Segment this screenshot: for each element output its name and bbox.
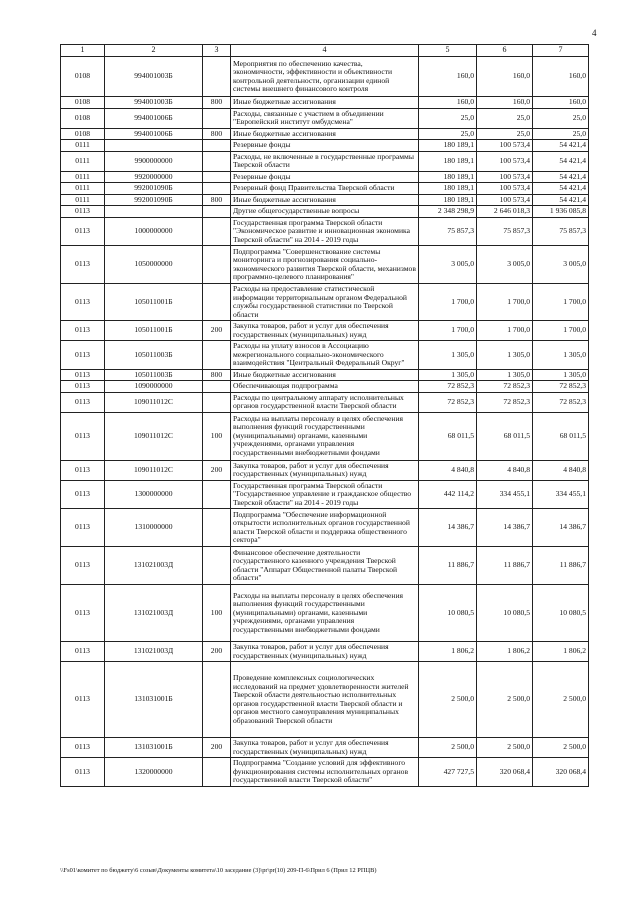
- section-code-cell: 0108: [61, 57, 105, 97]
- amount-year3-cell: 3 005,0: [533, 246, 589, 284]
- col-header-6: 6: [477, 45, 533, 57]
- amount-year3-cell: 25,0: [533, 108, 589, 128]
- section-code-cell: 0113: [61, 480, 105, 509]
- amount-year1-cell: 180 189,1: [419, 183, 477, 195]
- target-code-cell: 131031001Б: [105, 662, 203, 738]
- amount-year2-cell: 10 080,5: [477, 585, 533, 642]
- table-row: [61, 194, 589, 206]
- table-row: [61, 460, 589, 480]
- amount-year3-cell: 160,0: [533, 57, 589, 97]
- amount-year2-cell: 100 573,4: [477, 194, 533, 206]
- description-cell: Государственная программа Тверской области "Экономическое развитие и инновационная экономика Тверской области" на 2014 - 2019 годы: [231, 217, 419, 246]
- amount-year1-cell: 2 500,0: [419, 738, 477, 758]
- amount-year2-cell: 160,0: [477, 57, 533, 97]
- target-code-cell: 1310000000: [105, 509, 203, 547]
- table-row: [61, 369, 589, 381]
- description-cell: Резервный фонд Правительства Тверской области: [231, 183, 419, 195]
- expense-type-cell: [203, 480, 231, 509]
- section-code-cell: 0108: [61, 108, 105, 128]
- section-code-cell: 0113: [61, 758, 105, 787]
- amount-year2-cell: 100 573,4: [477, 171, 533, 183]
- amount-year1-cell: 2 348 298,9: [419, 206, 477, 218]
- target-code-cell: 9920000000: [105, 171, 203, 183]
- target-code-cell: 1000000000: [105, 217, 203, 246]
- target-code-cell: 131021003Д: [105, 642, 203, 662]
- section-code-cell: 0113: [61, 381, 105, 393]
- amount-year2-cell: 1 305,0: [477, 369, 533, 381]
- target-code-cell: 105011001Б: [105, 321, 203, 341]
- amount-year3-cell: 54 421,4: [533, 140, 589, 152]
- description-cell: Закупка товаров, работ и услуг для обеспечения государственных (муниципальных) нужд: [231, 738, 419, 758]
- description-cell: Обеспечивающая подпрограмма: [231, 381, 419, 393]
- amount-year3-cell: 10 080,5: [533, 585, 589, 642]
- amount-year1-cell: 75 857,3: [419, 217, 477, 246]
- description-cell: Резервные фонды: [231, 171, 419, 183]
- amount-year3-cell: 1 700,0: [533, 284, 589, 321]
- description-cell: Расходы на предоставление статистической информации территориальным органом Федеральной службы государственной статистики по Тверской области: [231, 284, 419, 321]
- amount-year1-cell: 4 840,8: [419, 460, 477, 480]
- section-code-cell: 0113: [61, 662, 105, 738]
- expense-type-cell: 200: [203, 460, 231, 480]
- section-code-cell: 0113: [61, 206, 105, 218]
- section-code-cell: 0113: [61, 585, 105, 642]
- amount-year3-cell: 2 500,0: [533, 738, 589, 758]
- description-cell: Иные бюджетные ассигнования: [231, 194, 419, 206]
- amount-year3-cell: 320 068,4: [533, 758, 589, 787]
- section-code-cell: 0113: [61, 341, 105, 370]
- col-header-2: 2: [105, 45, 203, 57]
- description-cell: Расходы на выплаты персоналу в целях обеспечения выполнения функций государственными (муниципальными) органами, казенными учреждениями, органами управления государственными внебюджетными фондами: [231, 412, 419, 460]
- amount-year2-cell: 11 886,7: [477, 547, 533, 585]
- expense-type-cell: [203, 341, 231, 370]
- amount-year2-cell: 14 386,7: [477, 509, 533, 547]
- amount-year1-cell: 1 305,0: [419, 341, 477, 370]
- description-cell: Расходы на уплату взносов в Ассоциацию межрегионального социально-экономического взаимодействия "Центральный Федеральный Округ": [231, 341, 419, 370]
- table-row: [61, 57, 589, 97]
- table-row: [61, 151, 589, 171]
- expense-type-cell: [203, 217, 231, 246]
- description-cell: Закупка товаров, работ и услуг для обеспечения государственных (муниципальных) нужд: [231, 460, 419, 480]
- target-code-cell: 1050000000: [105, 246, 203, 284]
- amount-year3-cell: 54 421,4: [533, 194, 589, 206]
- description-cell: Расходы, не включенные в государственные программы Тверской области: [231, 151, 419, 171]
- amount-year3-cell: 72 852,3: [533, 392, 589, 412]
- target-code-cell: 109011012С: [105, 392, 203, 412]
- target-code-cell: 994001003Б: [105, 97, 203, 109]
- budget-table: [60, 44, 589, 787]
- target-code-cell: 109011012С: [105, 412, 203, 460]
- expense-type-cell: 800: [203, 194, 231, 206]
- expense-type-cell: 800: [203, 97, 231, 109]
- amount-year3-cell: 1 305,0: [533, 369, 589, 381]
- section-code-cell: 0113: [61, 369, 105, 381]
- amount-year2-cell: 1 806,2: [477, 642, 533, 662]
- target-code-cell: 131031001Б: [105, 738, 203, 758]
- expense-type-cell: 100: [203, 585, 231, 642]
- amount-year2-cell: 100 573,4: [477, 140, 533, 152]
- description-cell: Финансовое обеспечение деятельности государственного казенного учреждения Тверской области "Аппарат Общественной палаты Тверской области": [231, 547, 419, 585]
- col-header-3: 3: [203, 45, 231, 57]
- target-code-cell: 1320000000: [105, 758, 203, 787]
- amount-year2-cell: 25,0: [477, 128, 533, 140]
- amount-year2-cell: 3 005,0: [477, 246, 533, 284]
- description-cell: Закупка товаров, работ и услуг для обеспечения государственных (муниципальных) нужд: [231, 642, 419, 662]
- expense-type-cell: [203, 171, 231, 183]
- target-code-cell: [105, 140, 203, 152]
- amount-year1-cell: 11 886,7: [419, 547, 477, 585]
- target-code-cell: 994001006Б: [105, 108, 203, 128]
- description-cell: Иные бюджетные ассигнования: [231, 128, 419, 140]
- table-row: [61, 217, 589, 246]
- col-header-7: 7: [533, 45, 589, 57]
- section-code-cell: 0113: [61, 509, 105, 547]
- table-row: [61, 392, 589, 412]
- description-cell: Закупка товаров, работ и услуг для обеспечения государственных (муниципальных) нужд: [231, 321, 419, 341]
- section-code-cell: 0113: [61, 284, 105, 321]
- amount-year1-cell: 68 011,5: [419, 412, 477, 460]
- amount-year1-cell: 160,0: [419, 57, 477, 97]
- amount-year3-cell: 1 806,2: [533, 642, 589, 662]
- amount-year1-cell: 180 189,1: [419, 140, 477, 152]
- col-header-1: 1: [61, 45, 105, 57]
- amount-year3-cell: 4 840,8: [533, 460, 589, 480]
- amount-year1-cell: 72 852,3: [419, 381, 477, 393]
- target-code-cell: 992001090Б: [105, 194, 203, 206]
- table-row: [61, 585, 589, 642]
- amount-year2-cell: 100 573,4: [477, 183, 533, 195]
- amount-year1-cell: 25,0: [419, 108, 477, 128]
- section-code-cell: 0113: [61, 412, 105, 460]
- section-code-cell: 0113: [61, 642, 105, 662]
- amount-year1-cell: 427 727,5: [419, 758, 477, 787]
- section-code-cell: 0111: [61, 183, 105, 195]
- amount-year1-cell: 25,0: [419, 128, 477, 140]
- section-code-cell: 0111: [61, 140, 105, 152]
- expense-type-cell: [203, 509, 231, 547]
- target-code-cell: 109011012С: [105, 460, 203, 480]
- amount-year1-cell: 1 700,0: [419, 321, 477, 341]
- target-code-cell: [105, 206, 203, 218]
- target-code-cell: 105011003Б: [105, 369, 203, 381]
- amount-year2-cell: 72 852,3: [477, 392, 533, 412]
- target-code-cell: 1300000000: [105, 480, 203, 509]
- amount-year3-cell: 25,0: [533, 128, 589, 140]
- description-cell: Проведение комплексных социологических исследований на предмет удовлетворенности жителей Тверской области деятельностью исполнительных органов государственной власти Тверской области и органов местного самоуправления муниципальных образований Тверской области: [231, 662, 419, 738]
- amount-year3-cell: 11 886,7: [533, 547, 589, 585]
- section-code-cell: 0113: [61, 246, 105, 284]
- expense-type-cell: 200: [203, 321, 231, 341]
- amount-year1-cell: 180 189,1: [419, 194, 477, 206]
- target-code-cell: 994001006Б: [105, 128, 203, 140]
- amount-year2-cell: 1 700,0: [477, 284, 533, 321]
- table-row: [61, 183, 589, 195]
- amount-year1-cell: 1 806,2: [419, 642, 477, 662]
- section-code-cell: 0113: [61, 217, 105, 246]
- amount-year2-cell: 72 852,3: [477, 381, 533, 393]
- expense-type-cell: [203, 392, 231, 412]
- expense-type-cell: [203, 140, 231, 152]
- amount-year2-cell: 334 455,1: [477, 480, 533, 509]
- expense-type-cell: [203, 108, 231, 128]
- description-cell: Резервные фонды: [231, 140, 419, 152]
- target-code-cell: 1090000000: [105, 381, 203, 393]
- amount-year2-cell: 320 068,4: [477, 758, 533, 787]
- amount-year2-cell: 1 700,0: [477, 321, 533, 341]
- table-row: [61, 412, 589, 460]
- budget-table-body: [61, 57, 589, 787]
- table-row: [61, 662, 589, 738]
- amount-year1-cell: 1 305,0: [419, 369, 477, 381]
- table-row: [61, 547, 589, 585]
- section-code-cell: 0108: [61, 97, 105, 109]
- amount-year1-cell: 180 189,1: [419, 171, 477, 183]
- table-row: [61, 284, 589, 321]
- amount-year1-cell: 72 852,3: [419, 392, 477, 412]
- table-row: [61, 108, 589, 128]
- table-row: [61, 642, 589, 662]
- description-cell: Подпрограмма "Обеспечение информационной открытости исполнительных органов государственной власти Тверской области и поддержка общественного сектора": [231, 509, 419, 547]
- description-cell: Иные бюджетные ассигнования: [231, 369, 419, 381]
- table-row: [61, 758, 589, 787]
- expense-type-cell: [203, 246, 231, 284]
- amount-year2-cell: 2 500,0: [477, 738, 533, 758]
- target-code-cell: 105011001Б: [105, 284, 203, 321]
- description-cell: Подпрограмма "Создание условий для эффективного функционирования системы исполнительных органов государственной власти Тверской области": [231, 758, 419, 787]
- expense-type-cell: [203, 547, 231, 585]
- target-code-cell: 131021003Д: [105, 547, 203, 585]
- table-row: [61, 341, 589, 370]
- section-code-cell: 0113: [61, 547, 105, 585]
- amount-year1-cell: 1 700,0: [419, 284, 477, 321]
- table-row: [61, 206, 589, 218]
- amount-year1-cell: 180 189,1: [419, 151, 477, 171]
- description-cell: Иные бюджетные ассигнования: [231, 97, 419, 109]
- col-header-5: 5: [419, 45, 477, 57]
- target-code-cell: 9900000000: [105, 151, 203, 171]
- page-number: 4: [592, 28, 597, 38]
- section-code-cell: 0108: [61, 128, 105, 140]
- table-row: [61, 97, 589, 109]
- amount-year2-cell: 2 500,0: [477, 662, 533, 738]
- column-number-row: [61, 45, 589, 57]
- file-path-footer: \\Fs01\комитет по бюджету\6 созыв\Документы комитета\10 заседание (3)\pr\pr(10) 209-П-6\Прил 6 (Прил 12 РПЦВ): [60, 867, 377, 874]
- amount-year2-cell: 75 857,3: [477, 217, 533, 246]
- amount-year2-cell: 68 011,5: [477, 412, 533, 460]
- amount-year3-cell: 75 857,3: [533, 217, 589, 246]
- amount-year2-cell: 4 840,8: [477, 460, 533, 480]
- amount-year3-cell: 1 305,0: [533, 341, 589, 370]
- expense-type-cell: 800: [203, 128, 231, 140]
- description-cell: Государственная программа Тверской области "Государственное управление и гражданское общество Тверской области" на 2014 - 2019 годы: [231, 480, 419, 509]
- table-row: [61, 128, 589, 140]
- expense-type-cell: [203, 662, 231, 738]
- amount-year3-cell: 54 421,4: [533, 171, 589, 183]
- amount-year2-cell: 2 646 018,3: [477, 206, 533, 218]
- amount-year3-cell: 54 421,4: [533, 183, 589, 195]
- section-code-cell: 0111: [61, 171, 105, 183]
- amount-year3-cell: 1 936 085,8: [533, 206, 589, 218]
- description-cell: Расходы на выплаты персоналу в целях обеспечения выполнения функций государственными (муниципальными) органами, казенными учреждениями, органами управления государственными внебюджетными фондами: [231, 585, 419, 642]
- expense-type-cell: [203, 151, 231, 171]
- amount-year3-cell: 2 500,0: [533, 662, 589, 738]
- expense-type-cell: [203, 183, 231, 195]
- target-code-cell: 994001003Б: [105, 57, 203, 97]
- expense-type-cell: 800: [203, 369, 231, 381]
- description-cell: Расходы, связанные с участием в объединении "Европейский институт омбудсмена": [231, 108, 419, 128]
- section-code-cell: 0113: [61, 460, 105, 480]
- table-row: [61, 381, 589, 393]
- table-row: [61, 321, 589, 341]
- amount-year3-cell: 72 852,3: [533, 381, 589, 393]
- target-code-cell: 992001090Б: [105, 183, 203, 195]
- amount-year1-cell: 2 500,0: [419, 662, 477, 738]
- amount-year3-cell: 334 455,1: [533, 480, 589, 509]
- expense-type-cell: [203, 284, 231, 321]
- table-row: [61, 509, 589, 547]
- section-code-cell: 0113: [61, 321, 105, 341]
- amount-year2-cell: 100 573,4: [477, 151, 533, 171]
- amount-year3-cell: 1 700,0: [533, 321, 589, 341]
- amount-year2-cell: 25,0: [477, 108, 533, 128]
- description-cell: Другие общегосударственные вопросы: [231, 206, 419, 218]
- amount-year1-cell: 3 005,0: [419, 246, 477, 284]
- section-code-cell: 0113: [61, 392, 105, 412]
- amount-year2-cell: 1 305,0: [477, 341, 533, 370]
- expense-type-cell: [203, 57, 231, 97]
- table-row: [61, 738, 589, 758]
- section-code-cell: 0111: [61, 194, 105, 206]
- table-row: [61, 171, 589, 183]
- amount-year2-cell: 160,0: [477, 97, 533, 109]
- amount-year3-cell: 14 386,7: [533, 509, 589, 547]
- expense-type-cell: 200: [203, 642, 231, 662]
- col-header-4: 4: [231, 45, 419, 57]
- expense-type-cell: 200: [203, 738, 231, 758]
- section-code-cell: 0113: [61, 738, 105, 758]
- amount-year3-cell: 54 421,4: [533, 151, 589, 171]
- table-row: [61, 140, 589, 152]
- table-row: [61, 480, 589, 509]
- amount-year1-cell: 160,0: [419, 97, 477, 109]
- amount-year3-cell: 160,0: [533, 97, 589, 109]
- target-code-cell: 105011003Б: [105, 341, 203, 370]
- table-row: [61, 246, 589, 284]
- section-code-cell: 0111: [61, 151, 105, 171]
- expense-type-cell: [203, 758, 231, 787]
- target-code-cell: 131021003Д: [105, 585, 203, 642]
- amount-year3-cell: 68 011,5: [533, 412, 589, 460]
- amount-year1-cell: 14 386,7: [419, 509, 477, 547]
- amount-year1-cell: 442 114,2: [419, 480, 477, 509]
- expense-type-cell: 100: [203, 412, 231, 460]
- expense-type-cell: [203, 381, 231, 393]
- description-cell: Подпрограмма "Совершенствование системы мониторинга и прогнозирования социально-экономического развития Тверской области, механизмов программно-целевого планирования": [231, 246, 419, 284]
- expense-type-cell: [203, 206, 231, 218]
- description-cell: Мероприятия по обеспечению качества, экономичности, эффективности и объективности контрольной деятельности, организации единой системы внешнего финансового контроля: [231, 57, 419, 97]
- description-cell: Расходы по центральному аппарату исполнительных органов государственной власти Тверской области: [231, 392, 419, 412]
- amount-year1-cell: 10 080,5: [419, 585, 477, 642]
